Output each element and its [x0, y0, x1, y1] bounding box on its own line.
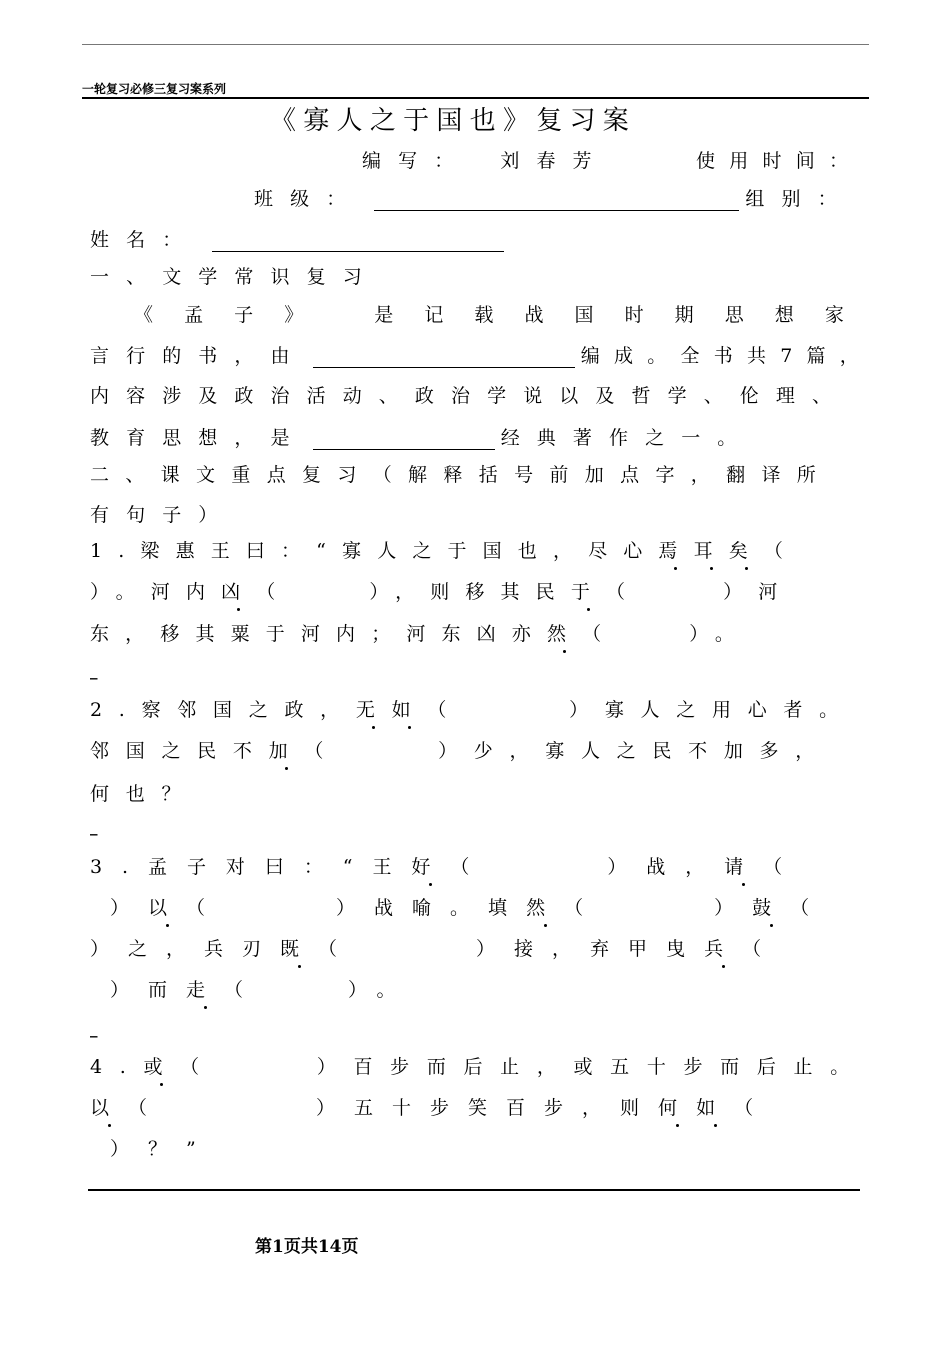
top-rule: [82, 44, 869, 45]
page-title: 《寡人之于国也》复习案: [270, 106, 637, 136]
school-field[interactable]: [313, 429, 495, 450]
section2-heading: 二、课文重点复习（解释括号前加点字，翻译所: [90, 464, 833, 486]
q2-line1: 2.察邻国之政，无如（ ）寡人之用心者。: [90, 695, 855, 722]
author-label: 编写：: [362, 150, 471, 172]
class-field[interactable]: [374, 190, 739, 211]
q3-dash: _: [90, 1020, 98, 1038]
page-number: 第1页共14页: [255, 1237, 359, 1257]
series-header: 一轮复习必修三复习案系列: [82, 82, 227, 96]
class-row: [254, 184, 864, 211]
name-field[interactable]: [212, 231, 504, 252]
compiler-field[interactable]: [313, 347, 575, 368]
time-label: 使用时间：: [696, 150, 863, 172]
q4-line3: ）？”: [110, 1138, 215, 1160]
section1-heading: 一、文学常识复习: [90, 266, 379, 288]
section1-line3: 内容涉及政治活动、政治学说以及哲学、伦理、: [90, 385, 849, 407]
q4-line2: 以（ ）五十步笑百步，则何如（: [90, 1093, 772, 1120]
section1-line1: 《 孟 子 》 是 记 载 战 国 时 期 思 想 家: [134, 304, 844, 326]
group-label: 组别：: [745, 188, 854, 210]
q1-line3: 东，移其粟于河内；河东凶亦然（ ）。: [90, 619, 750, 646]
section1-line2: 言行的书，由 编成。全书共7篇，: [90, 345, 874, 367]
author-row: [362, 146, 863, 173]
class-label: 班级：: [254, 188, 363, 210]
q3-line2: ）以（ ）战喻。填然（ ）鼓（: [110, 893, 828, 920]
name-label: 姓名：: [90, 229, 199, 251]
section2-heading-cont: 有句子）: [90, 504, 235, 526]
q2-line3: 何也？: [90, 783, 198, 805]
q4-line1: 4.或（ ）百步而后止，或五十步而后止。: [90, 1052, 867, 1079]
q3-line1: 3.孟子对曰：“王好（ ）战，请（: [90, 852, 802, 879]
section1-line4: 教育思想，是 经典著作之一。: [90, 427, 754, 449]
author-name: 刘春芳: [500, 150, 609, 172]
q1-dash: _: [90, 662, 98, 680]
q3-line4: ）而走（ ）。: [110, 975, 415, 1002]
footer-rule: [88, 1189, 860, 1191]
q1-line2: ）。河内凶（ ），则移其民于（ ）河: [90, 577, 793, 604]
q3-line3: ）之，兵刃既（ ）接，弃甲曳兵（: [90, 934, 780, 961]
name-row: [90, 225, 504, 252]
q2-line2: 邻国之民不加（ ）少，寡人之民不加多，: [90, 736, 831, 763]
q1-line1: 1.梁惠王曰：“寡人之于国也，尽心焉耳矣（: [90, 536, 799, 563]
q2-dash: _: [90, 818, 98, 836]
header-rule: [82, 97, 869, 99]
